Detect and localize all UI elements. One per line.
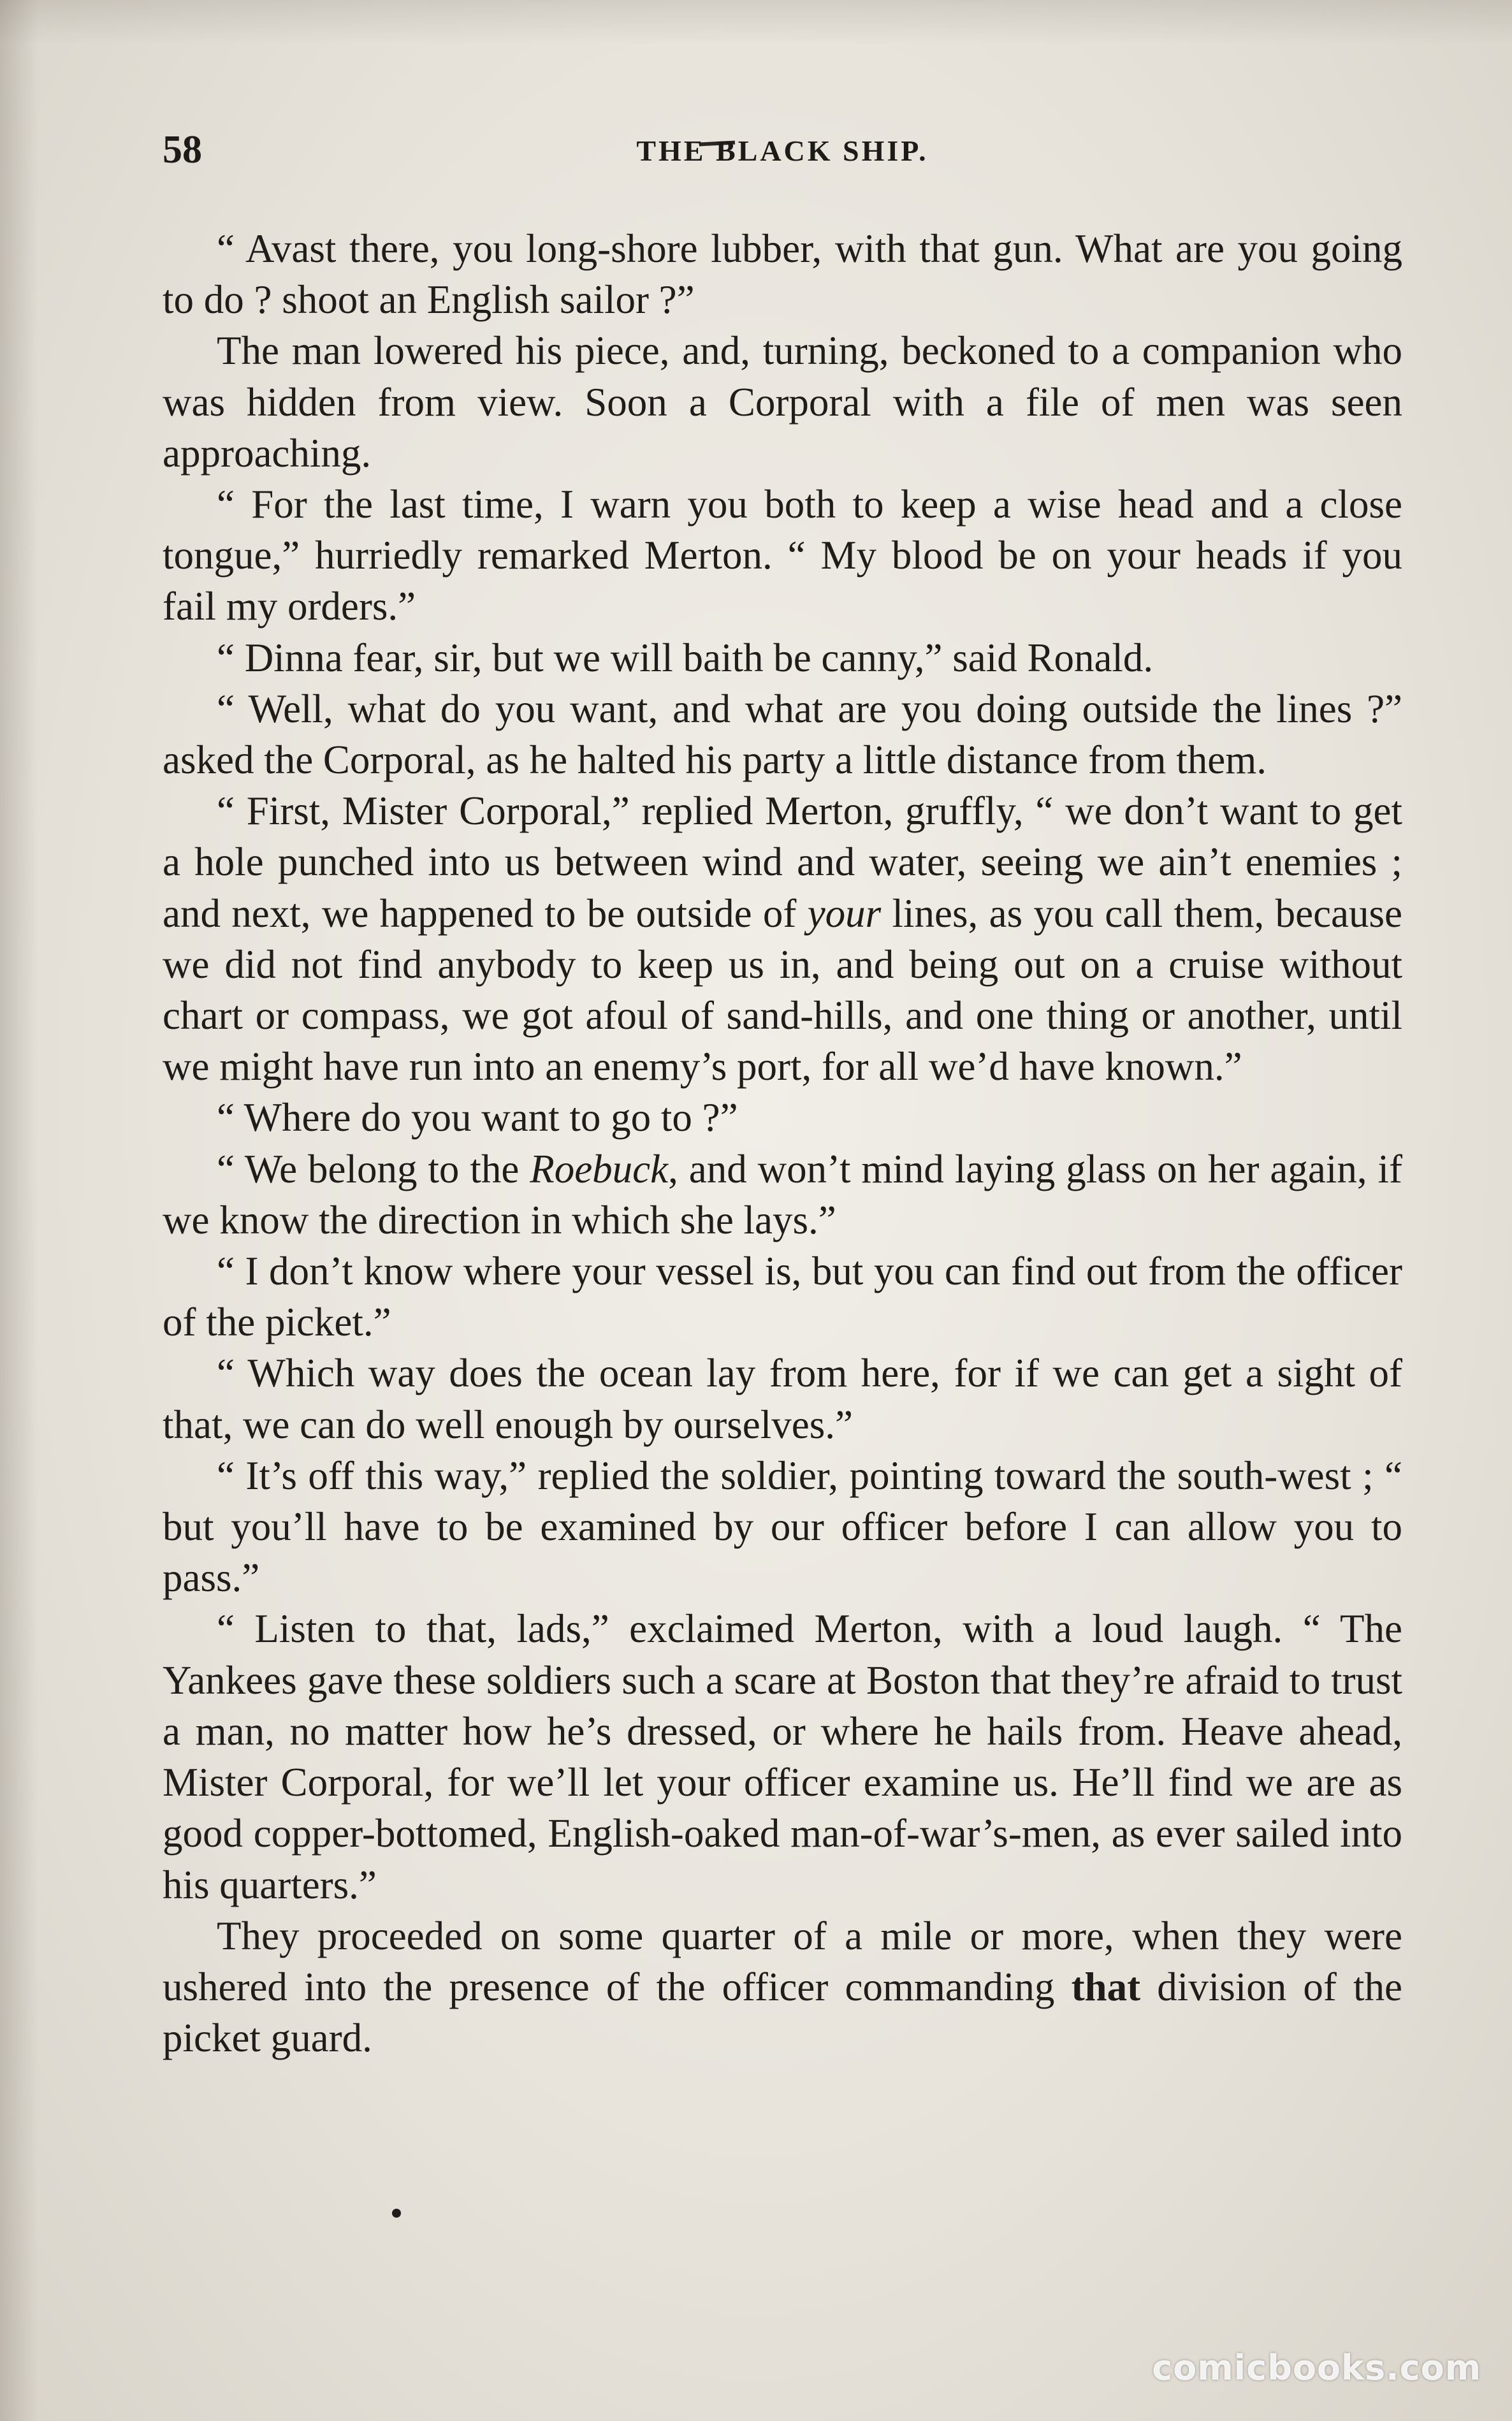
paragraph: “ Well, what do you want, and what are you doing outside the lines ?” asked the Corporal, as he halted his party a little distance from them.: [163, 686, 1402, 783]
page-top-shadow: [0, 0, 1512, 45]
paragraph-part: “ First, Mister Corporal,” replied Merton, gruffly, “ we don’t want to get a hole punched into us between wind and water, seeing we ain’t enemies ; and next, we happened to be outside of: [163, 789, 1402, 936]
paragraph: “ I don’t know where your vessel is, but you can find out from the officer of the picket.”: [163, 1249, 1402, 1345]
italic-word: your: [807, 891, 882, 936]
ship-name: Roebuck: [530, 1146, 669, 1191]
paragraph: [163, 1910, 1402, 2064]
page-header: [163, 127, 1402, 185]
running-title: THE BLACK SHIP.: [636, 134, 929, 167]
bold-word: that: [1071, 1964, 1141, 2009]
paragraph-part: “ We belong to the: [217, 1146, 520, 1191]
paragraph-part: lines, as you call them, because we did not find anybody to keep us in, and being out on a cruise without chart or compass, we got afoul of sand-hills, and one thing or another, until we might have run into an enemy’s port, for all we’d have known.”: [163, 891, 1402, 1089]
paragraph: “ For the last time, I warn you both to keep a wise head and a close tongue,” hurriedly remarked Merton. “ My blood be on your heads if you fail my orders.”: [163, 482, 1402, 629]
paragraph: “ Dinna fear, sir, but we will baith be canny,” said Ronald.: [217, 635, 1154, 680]
body-text: [163, 223, 1402, 2063]
page-number: 58: [163, 128, 202, 171]
paragraph: “ It’s off this way,” replied the soldier, pointing toward the south-west ; “ but you’ll have to be examined by our officer before I can allow you to pass.”: [163, 1453, 1402, 1601]
paragraph: “ Avast there, you long-shore lubber, with that gun. What are you going to do ? shoot an English sailor ?”: [163, 226, 1402, 323]
paragraph: [163, 1144, 1402, 1246]
watermark: comicbooks.com: [1152, 2348, 1481, 2388]
paragraph-part: division of the picket guard.: [163, 1964, 1402, 2061]
paragraph: “ Which way does the ocean lay from here, for if we can get a sight of that, we can do well enough by ourselves.”: [163, 1351, 1402, 1447]
ink-dot: [392, 2209, 401, 2218]
paragraph-part: , and won’t mind laying glass on her again, if we know the direction in which she lays.”: [163, 1146, 1402, 1242]
paragraph: “ Where do you want to go to ?”: [217, 1095, 738, 1140]
paragraph-part: They proceeded on some quarter of a mile or more, when they were ushered into the presence of the officer commanding: [163, 1913, 1402, 2009]
paragraph: The man lowered his piece, and, turning, beckoned to a companion who was hidden from view. Soon a Corporal with a file of men was seen approaching.: [163, 328, 1402, 476]
paragraph: [163, 785, 1402, 1092]
page-edge-shadow: [0, 0, 38, 2421]
paragraph: “ Listen to that, lads,” exclaimed Merton, with a loud laugh. “ The Yankees gave these soldiers such a scare at Boston that they’re afraid to trust a man, no matter how he’s dressed, or where he hails from. Heave ahead, Mister Corporal, for we’ll let your officer examine us. He’ll find we are as good copper-bottomed, English-oaked man-of-war’s-men, as ever sailed into his quarters.”: [163, 1606, 1402, 1907]
